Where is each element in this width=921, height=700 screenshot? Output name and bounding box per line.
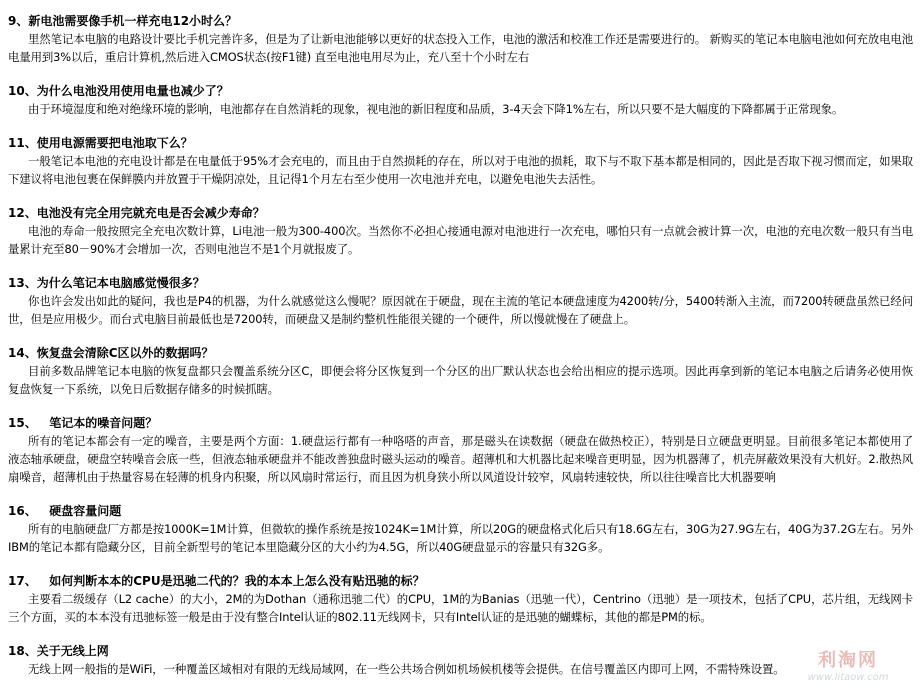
faq-answer: 电池的寿命一般按照完全充电次数计算，Li电池一般为300-400次。当然你不必担心接通电源对电池进行一次充电，哪怕只有一点就会被计算一次，电池的充电次数一般只有当电量累计充至80－90%才会增加一次，否则电池岂不是1个月就报废了。 <box>8 224 913 256</box>
faq-document <box>8 12 913 694</box>
faq-question: 14、恢复盘会清除C区以外的数据吗？ <box>8 346 214 360</box>
faq-item-17 <box>8 572 913 626</box>
faq-answer: 由于环境湿度和绝对绝缘环境的影响，电池都存在自然消耗的现象，视电池的新旧程度和品质，3-4天会下降1%左右，所以只要不是大幅度的下降都属于正常现象。 <box>28 102 844 116</box>
faq-answer: 主要看二级缓存（L2 cache）的大小，2M的为Dothan（通称迅驰二代）的CPU，1M的为Banias（迅驰一代），Centrino（迅驰）是一项技术，包括了CPU，芯片组，无线网卡三个方面，买的本本没有迅驰标签一般是由于没有整合Intel认证的802.11无线网卡，只有Intel认证的是迅驰的蝴蝶标，其他的都是PM的标。 <box>8 592 913 624</box>
faq-question: 13、为什么笔记本电脑感觉慢很多？ <box>8 276 205 290</box>
faq-question: 10、为什么电池没用使用电量也减少了？ <box>8 84 229 98</box>
faq-item-15 <box>8 414 913 486</box>
faq-question: 18、关于无线上网 <box>8 644 109 658</box>
faq-answer: 一般笔记本电池的充电设计都是在电量低于95%才会充电的，而且由于自然损耗的存在，所以对于电池的损耗，取下与不取下基本都是相同的，因此是否取下视习惯而定，如果取下建议将电池包裹在保鲜膜内并放置于干燥阴凉处，且记得1个月左右至少使用一次电池并充电，以避免电池失去活性。 <box>8 154 913 186</box>
faq-answer: 你也许会发出如此的疑问，我也是P4的机器，为什么就感觉这么慢呢？原因就在于硬盘，现在主流的笔记本硬盘速度为4200转/分，5400转渐入主流，而7200转硬盘虽然已经问世，但是应用极少。而台式电脑目前最低也是7200转，而硬盘又是制约整机性能很关键的一个硬件，所以慢就慢在了硬盘上。 <box>8 294 913 326</box>
faq-item-14 <box>8 344 913 398</box>
faq-question: 12、电池没有完全用完就充电是否会减少寿命？ <box>8 206 265 220</box>
faq-question: 17、 如何判断本本的CPU是迅驰二代的？我的本本上怎么没有贴迅驰的标？ <box>8 574 425 588</box>
faq-item-9 <box>8 12 913 66</box>
faq-answer: 所有的电脑硬盘厂方都是按1000K=1M计算，但微软的操作系统是按1024K=1M计算，所以20G的硬盘格式化后只有18.6G左右，30G为27.9G左右，40G为37.2G左右。另外IBM的笔记本都有隐藏分区，目前全新型号的笔记本里隐藏分区的大小约为4.5G，所以40G硬盘显示的容量只有32G多。 <box>8 522 913 554</box>
faq-answer: 所有的笔记本都会有一定的噪音，主要是两个方面：1.硬盘运行都有一种咯嗒的声音，那是磁头在读数据（硬盘在做热校正），特别是日立硬盘更明显。目前很多笔记本都使用了液态轴承硬盘，硬盘空转噪音会底一些，但液态轴承硬盘并不能改善独盘时磁头运动的噪音。超薄机和大机器比起来噪音更明显，因为机器薄了，机壳屏蔽效果没有大机好。2.散热风扇噪音，超薄机由于热量容易在轻薄的机身内积聚，所以风扇时常运行，而且因为机身狭小所以风道设计较窄，风扇转速较快，所以往往噪音比大机器要响 <box>8 434 913 484</box>
watermark-logo-text: 利淘网 <box>818 650 878 671</box>
faq-answer: 无线上网一般指的是WiFi，一种覆盖区域相对有限的无线局域网，在一些公共场合例如机场候机楼等会提供。在信号覆盖区内即可上网，不需特殊设置。 <box>28 662 785 676</box>
faq-answer: 目前多数品牌笔记本电脑的恢复盘都只会覆盖系统分区C，即便会将分区恢复到一个分区的出厂默认状态也会给出相应的提示选项。因此再拿到新的笔记本电脑之后请务必使用恢复盘恢复一下系统，以免日后数据存储多的时候抓瞎。 <box>8 364 913 396</box>
faq-question: 11、使用电源需要把电池取下么？ <box>8 136 193 150</box>
faq-answer: 里然笔记本电脑的电路设计要比手机完善许多，但是为了让新电池能够以更好的状态投入工作，电池的激活和校准工作还是需要进行的。 新购买的笔记本电脑电池如何充放电电池电量用到3%以后，重启计算机,然后进入CMOS状态(按F1键) 直至电池电用尽为止，充八至十个小时左右 <box>8 32 913 64</box>
faq-item-18 <box>8 642 913 678</box>
faq-item-16 <box>8 502 913 556</box>
faq-item-13 <box>8 274 913 328</box>
faq-question: 15、 笔记本的噪音问题？ <box>8 416 158 430</box>
watermark-url: www.litaow.com <box>807 672 889 683</box>
faq-question: 16、 硬盘容量问题 <box>8 504 122 518</box>
faq-item-10 <box>8 82 913 118</box>
faq-item-12 <box>8 204 913 258</box>
site-watermark <box>793 650 903 694</box>
faq-question: 9、新电池需要像手机一样充电12小时么？ <box>8 14 238 28</box>
faq-item-11 <box>8 134 913 188</box>
